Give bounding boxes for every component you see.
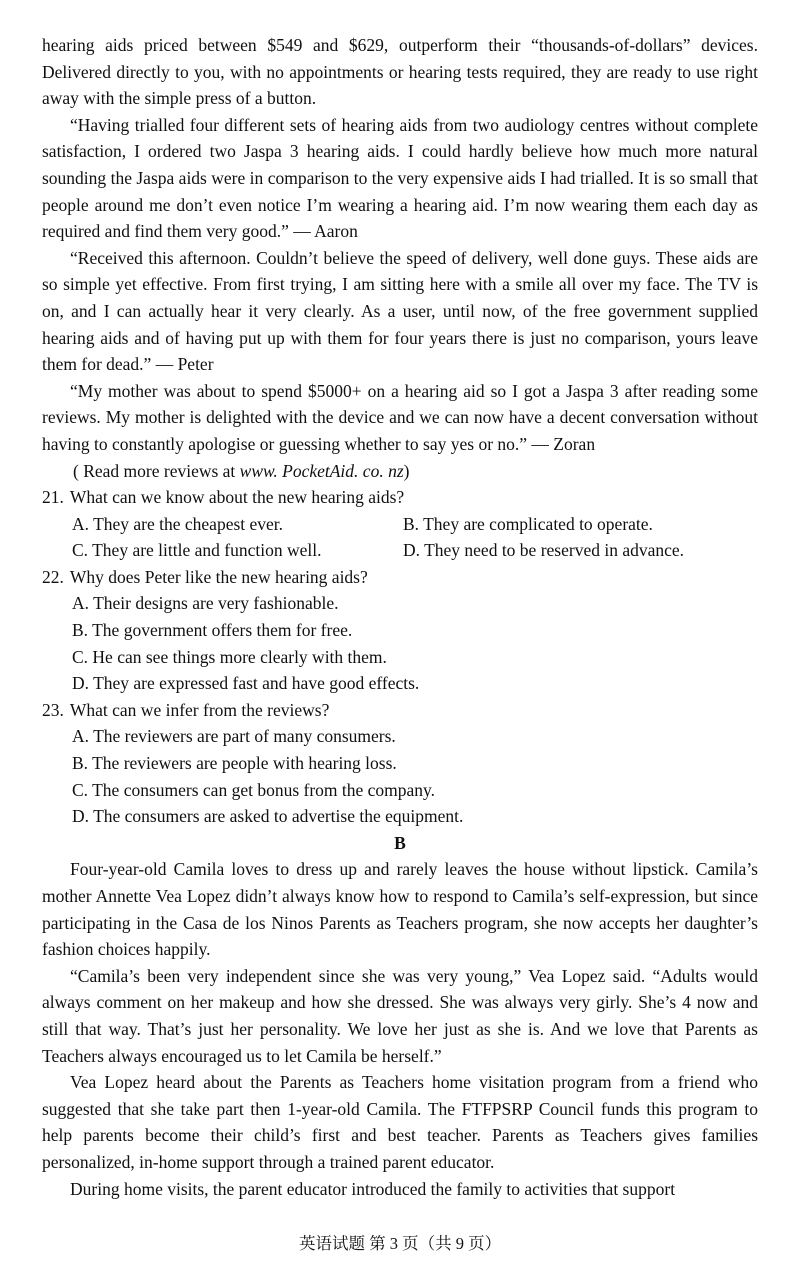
passage-a-paragraph-4: “My mother was about to spend $5000+ on a hearing aid so I got a Jaspa 3 after reading some reviews. My mother is delighted with the device and we can now have a decent conversation without having to constantly apologise or guessing whether to say yes or no.” — Zoran xyxy=(42,380,758,454)
question-21-option-b: B. They are complicated to operate. xyxy=(403,513,653,534)
question-23-option-b: B. The reviewers are people with hearing loss. xyxy=(72,753,397,774)
question-21-option-a: A. They are the cheapest ever. xyxy=(72,513,284,534)
question-21-options xyxy=(42,511,758,564)
question-text: What can we infer from the reviews? xyxy=(69,699,330,720)
passage-b-paragraph-1: Four-year-old Camila loves to dress up and rarely leaves the house without lipstick. Camila’s mother Annette Vea Lopez didn’t always know how to respond to Camila’s self-expression, but since participating in the Casa de los Ninos Parents as Teachers program, she now accepts her daughter’s fashion choices happily. xyxy=(42,859,758,960)
passage-b-paragraph-4: During home visits, the parent educator introduced the family to activities that support xyxy=(70,1178,676,1199)
passage-a-paragraph-1: hearing aids priced between $549 and $629, outperform their “thousands-of-dollars” devices. Delivered directly to you, with no appointments or hearing tests required, they are ready to use right away with the simple press of a button. xyxy=(42,35,758,109)
question-text: What can we know about the new hearing aids? xyxy=(69,487,405,508)
question-21-stem xyxy=(42,484,758,511)
question-23 xyxy=(42,697,758,830)
question-22-option-d: D. They are expressed fast and have good effects. xyxy=(72,673,420,694)
question-22 xyxy=(42,564,758,697)
passage-b-paragraph-3: Vea Lopez heard about the Parents as Teachers home visitation program from a friend who suggested that she take part then 1-year-old Camila. The FTFPSRP Council funds this program to help parents become their child’s first and best teacher. Parents as Teachers gives families personalized, in-home support through a trained parent educator. xyxy=(42,1072,758,1172)
question-22-option-b: B. The government offers them for free. xyxy=(72,620,353,641)
question-text: Why does Peter like the new hearing aids? xyxy=(69,566,368,587)
passage-a-paragraph-3: “Received this afternoon. Couldn’t believe the speed of delivery, well done guys. These aids are so simple yet effective. From first trying, I am sitting here with a smile all over my face. The TV is on, and I can actually hear it very clearly. As a user, until now, of the free government supplied hearing aids and of having put up with them for four years there is just no comparison, yours leave them for dead.” — Peter xyxy=(42,247,758,375)
page-content xyxy=(42,32,758,1202)
question-number: 22. xyxy=(42,566,64,587)
question-number: 23. xyxy=(42,699,64,720)
read-more-suffix: ) xyxy=(403,460,410,481)
read-more-note xyxy=(42,458,758,485)
question-22-stem xyxy=(42,564,758,591)
question-23-option-a: A. The reviewers are part of many consumers. xyxy=(72,726,396,747)
question-22-option-c: C. He can see things more clearly with them. xyxy=(72,646,387,667)
read-more-prefix: ( Read more reviews at xyxy=(73,460,240,481)
read-more-url: www. PocketAid. co. nz xyxy=(239,460,404,481)
question-23-stem xyxy=(42,697,758,724)
question-23-options xyxy=(42,723,758,829)
page-footer: 英语试题 第 3 页（共 9 页） xyxy=(298,1234,502,1253)
section-b-header: B xyxy=(394,832,406,853)
question-21-option-d: D. They need to be reserved in advance. xyxy=(403,540,685,561)
question-22-option-a: A. Their designs are very fashionable. xyxy=(72,593,339,614)
passage-b-paragraph-2: “Camila’s been very independent since she was very young,” Vea Lopez said. “Adults would always comment on her makeup and how she dressed. She was always very girly. She’s 4 now and still that way. That’s just her personality. We love her just as she is. And we love that Parents as Teachers always encouraged us to let Camila be herself.” xyxy=(42,965,758,1066)
question-21-option-c: C. They are little and function well. xyxy=(72,540,322,561)
question-number: 21. xyxy=(42,487,64,508)
question-23-option-c: C. The consumers can get bonus from the company. xyxy=(72,779,436,800)
question-23-option-d: D. The consumers are asked to advertise the equipment. xyxy=(72,806,464,827)
passage-a-paragraph-2: “Having trialled four different sets of hearing aids from two audiology centres without complete satisfaction, I ordered two Jaspa 3 hearing aids. I could hardly believe how much more natural sounding the Jaspa aids were in comparison to the very expensive aids I had trialled. It is so small that people around me don’t even notice I’m wearing a hearing aid. I’m now wearing them each day as required and find them very good.” — Aaron xyxy=(42,114,758,242)
question-22-options xyxy=(42,590,758,696)
question-21 xyxy=(42,484,758,564)
